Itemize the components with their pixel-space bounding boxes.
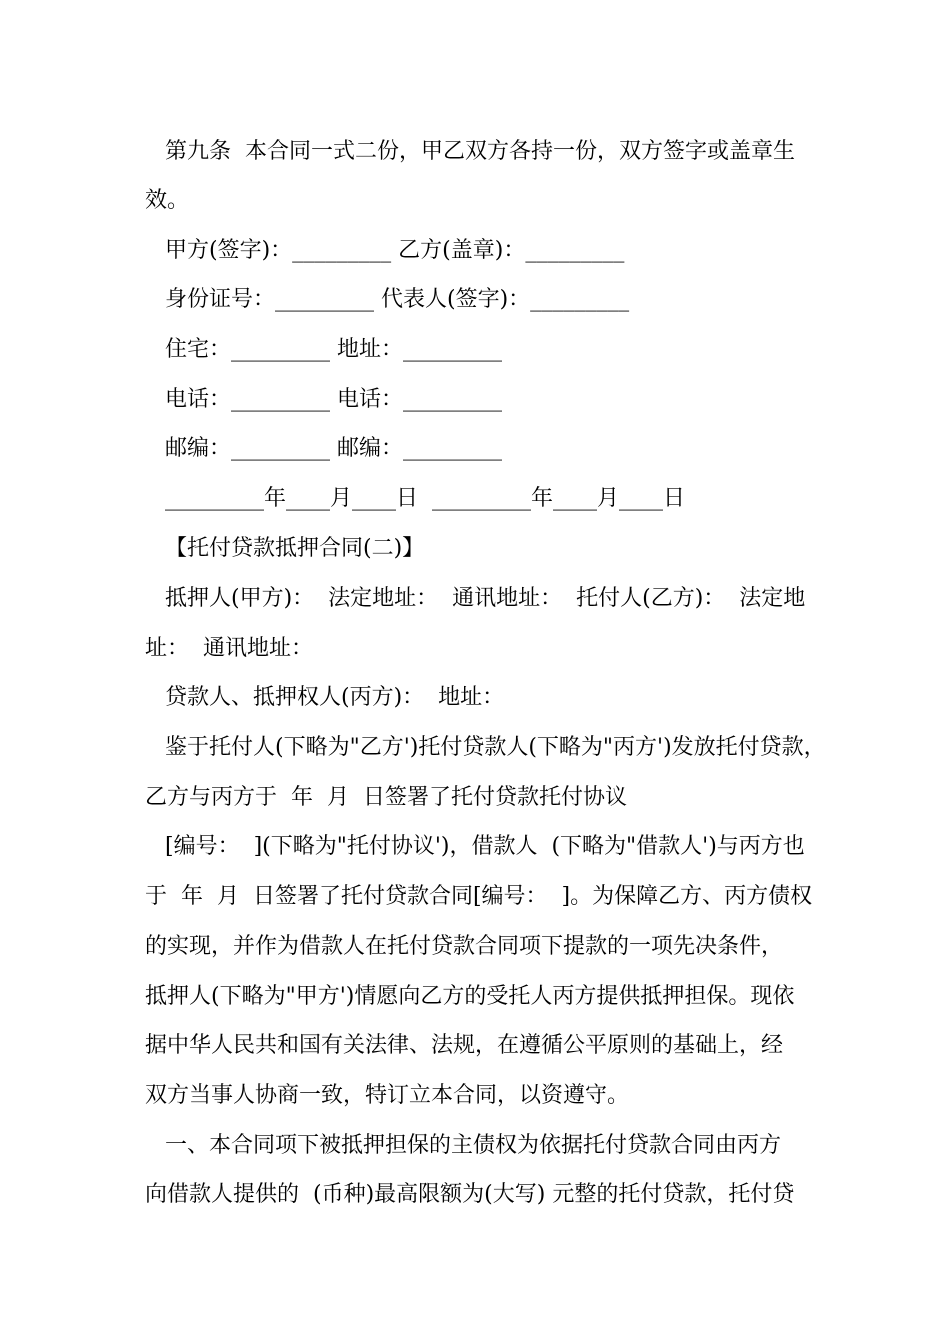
paragraph-line: 抵押人(下略为"甲方')情愿向乙方的受托人丙方提供抵押担保。现依 <box>145 984 795 1009</box>
date-line: _________年____月____日 _________年____月____日 <box>165 486 685 511</box>
paragraph-line: 乙方与丙方于 年 月 日签署了托付贷款托付协议 <box>145 785 627 810</box>
section-title: 【托付贷款抵押合同(二)】 <box>165 536 425 561</box>
paragraph-line: 址： 通讯地址： <box>145 636 313 661</box>
signature-line: 甲方(签字)：_________ 乙方(盖章)：_________ <box>165 238 625 263</box>
paragraph-line: 效。 <box>145 188 190 213</box>
paragraph-line: 抵押人(甲方)： 法定地址： 通讯地址： 托付人(乙方)： 法定地 <box>165 586 806 611</box>
paragraph-line: 鉴于托付人(下略为"乙方')托付贷款人(下略为"丙方')发放托付贷款， <box>165 735 826 760</box>
paragraph-line: 第九条 本合同一式二份，甲乙双方各持一份，双方签字或盖章生 <box>165 139 795 164</box>
signature-line: 电话：_________ 电话：_________ <box>165 387 502 412</box>
paragraph-line: 向借款人提供的 (币种)最高限额为(大写) 元整的托付贷款，托付贷 <box>145 1182 795 1207</box>
signature-line: 身份证号：_________ 代表人(签字)：_________ <box>165 287 630 312</box>
paragraph-line: [编号： ](下略为"托付协议')，借款人 (下略为"借款人')与丙方也 <box>165 834 805 859</box>
paragraph-line: 双方当事人协商一致，特订立本合同，以资遵守。 <box>145 1083 630 1108</box>
paragraph-line: 于 年 月 日签署了托付贷款合同[编号： ]。为保障乙方、丙方债权 <box>145 884 813 909</box>
paragraph-line: 一、本合同项下被抵押担保的主债权为依据托付贷款合同由丙方 <box>165 1133 782 1158</box>
paragraph-line: 据中华人民共和国有关法律、法规，在遵循公平原则的基础上，经 <box>145 1033 784 1058</box>
paragraph-line: 的实现，并作为借款人在托付贷款合同项下提款的一项先决条件， <box>145 934 784 959</box>
signature-line: 住宅：_________ 地址：_________ <box>165 337 502 362</box>
signature-line: 邮编：_________ 邮编：_________ <box>165 436 502 461</box>
paragraph-line: 贷款人、抵押权人(丙方)： 地址： <box>165 685 505 710</box>
